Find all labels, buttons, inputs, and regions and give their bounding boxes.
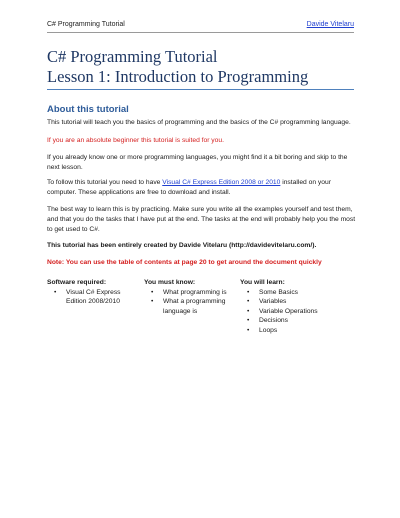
column-heading: You must know: [144, 279, 196, 286]
column-will-learn [240, 278, 340, 335]
title-line-1: C# Programming Tutorial [47, 47, 218, 66]
column-software-required [47, 278, 137, 307]
column-list [240, 288, 340, 336]
document-title [47, 47, 308, 86]
column-heading: You will learn: [240, 279, 285, 286]
title-line-2: Lesson 1: Introduction to Programming [47, 66, 309, 86]
list-item: • Visual C# Express Edition 2008/2010 [47, 288, 137, 307]
column-heading: Software required: [47, 279, 107, 286]
list-item: • Loops [240, 326, 340, 336]
list-item: • What a programming language is [144, 297, 236, 316]
list-item: • Variable Operations [240, 307, 340, 317]
paragraph-author-credit: This tutorial has been entirely created by Davide Vitelaru (http://davidevitelaru.com/). [47, 242, 317, 249]
column-list [47, 288, 137, 307]
paragraph-intro: This tutorial will teach you the basics of programming and the basics of the C# programming language. [47, 119, 351, 126]
header-divider [47, 32, 354, 33]
author-link[interactable]: Davide Vitelaru [306, 21, 354, 28]
paragraph-requirements [47, 178, 359, 198]
title-divider [47, 89, 354, 90]
requirements-text-after: installed on your computer. These applications are free to download and install. [47, 179, 331, 196]
paragraph-practice: The best way to learn this is by practicing. Make sure you write all the examples yourself and test them, and that you do the tasks that I have put at the end. The tasks at the end will probably help you the most to get used to C#. [47, 206, 356, 233]
list-item: • Decisions [240, 316, 340, 326]
paragraph-beginner-note: If you are an absolute beginner this tutorial is suited for you. [47, 137, 224, 144]
section-heading: About this tutorial [47, 104, 129, 115]
running-header [47, 20, 354, 32]
paragraph-experienced-note: If you already know one or more programming languages, you might find it a bit boring and skip to the next lesson. [47, 154, 348, 171]
header-title: C# Programming Tutorial [47, 21, 125, 28]
list-item: • Some Basics [240, 288, 340, 298]
visual-csharp-link[interactable]: Visual C# Express Edition 2008 or 2010 [162, 179, 281, 186]
column-list [144, 288, 236, 317]
list-item: • What programming is [144, 288, 236, 298]
requirements-text-before: To follow this tutorial you need to have [47, 179, 163, 186]
list-item: • Variables [240, 297, 340, 307]
paragraph-toc-note: Note: You can use the table of contents at page 20 to get around the document quickly [47, 259, 322, 266]
column-must-know [144, 278, 236, 316]
